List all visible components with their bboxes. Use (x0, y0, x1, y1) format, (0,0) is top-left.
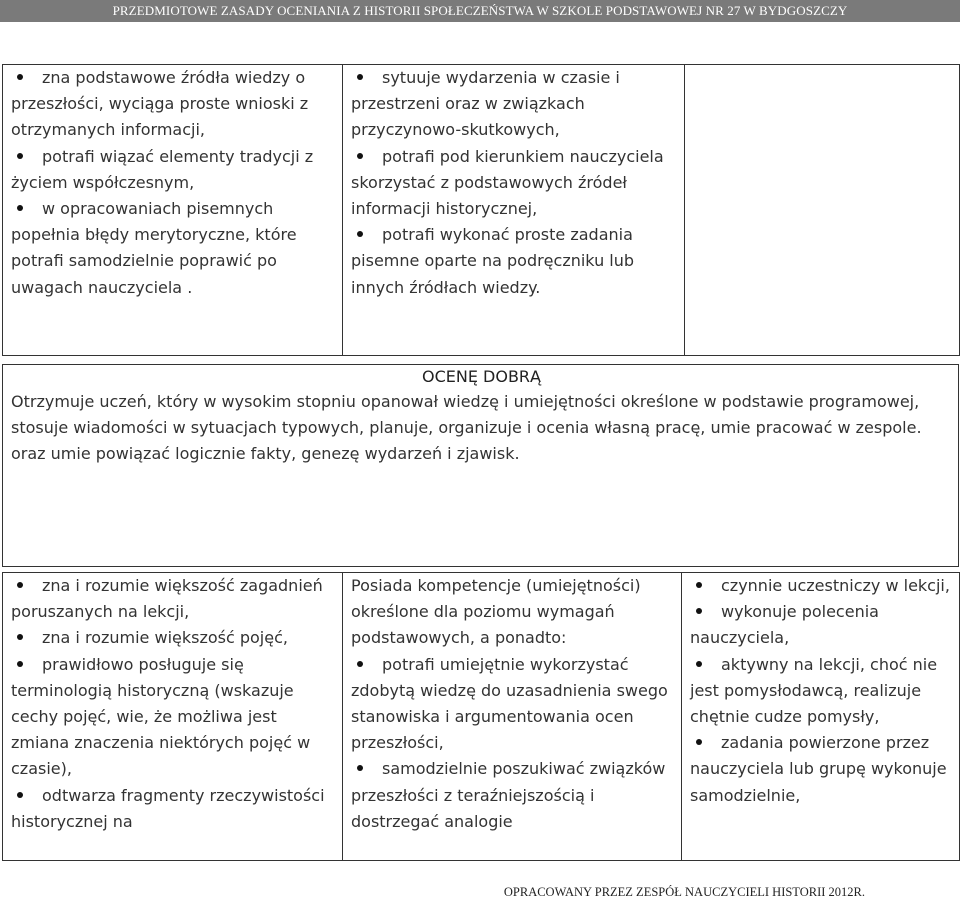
grade-description: Otrzymuje uczeń, który w wysokim stopniu opanował wiedzę i umiejętności określone w podstawie programowej, stosuje wiadomości w sytuacjach typowych, planuje, organizuje i ocenia własną pracę, umie pracować w zespole. oraz umie powiązać logicznie fakty, genezę wydarzeń i zjawisk. (11, 392, 922, 464)
list-bottom-col1 (11, 573, 336, 835)
list-item: zadania powierzone przez nauczyciela lub grupę wykonuje samodzielnie, (690, 733, 947, 805)
list-top-col2 (351, 65, 678, 301)
cell-bottom-col3 (682, 573, 960, 861)
bullet-icon (17, 634, 23, 640)
bullet-icon (357, 153, 363, 159)
cell-bottom-col1 (3, 573, 343, 861)
requirements-table-bottom (2, 572, 960, 861)
page-header: PRZEDMIOTOWE ZASADY OCENIANIA Z HISTORII SPOŁECZEŃSTWA W SZKOLE PODSTAWOWEJ NR 27 W BYDGOSZCZY (0, 0, 960, 22)
list-bottom-col3 (690, 573, 953, 809)
competence-intro: Posiada kompetencje (umiejętności) określone dla poziomu wymagań podstawowych, a ponadto: (351, 576, 641, 648)
bullet-icon (17, 74, 23, 80)
page-footer: OPRACOWANY PRZEZ ZESPÓŁ NAUCZYCIELI HISTORII 2012R. (503, 885, 865, 899)
bullet-icon (17, 661, 23, 667)
requirements-table-top (2, 64, 960, 356)
list-top-col1 (11, 65, 336, 301)
bullet-icon (17, 205, 23, 211)
bullet-icon (357, 765, 363, 771)
cell-bottom-col2 (343, 573, 682, 861)
bullet-icon (696, 582, 702, 588)
list-item: aktywny na lekcji, choć nie jest pomysłodawcą, realizuje chętnie cudze pomysły, (690, 654, 938, 727)
bullet-icon (17, 582, 23, 588)
list-item: wykonuje polecenia nauczyciela, (690, 602, 879, 648)
cell-top-col2 (343, 65, 685, 356)
bullet-icon (357, 74, 363, 80)
bullet-icon (696, 661, 702, 667)
list-item: sytuuje wydarzenia w czasie i przestrzeni oraz w związkach przyczynowo-skutkowych, (351, 68, 620, 140)
list-item: potrafi wiązać elementy tradycji z życiem współczesnym, (11, 146, 314, 192)
list-item: potrafi wykonać proste zadania pisemne oparte na podręczniku lub innych źródłach wiedzy. (351, 225, 635, 297)
bullet-icon (357, 661, 363, 667)
bullet-icon (357, 231, 363, 237)
list-item: odtwarza fragmenty rzeczywistości historycznej na (11, 785, 325, 831)
list-item: czynnie uczestniczy w lekcji, (690, 573, 953, 599)
cell-top-col1 (3, 65, 343, 356)
list-item: potrafi pod kierunkiem nauczyciela skorzystać z podstawowych źródeł informacji historycznej, (351, 146, 664, 219)
list-item: samodzielnie poszukiwać związków przeszłości z teraźniejszością i dostrzegać analogie (351, 759, 666, 831)
grade-description-box (2, 364, 959, 567)
bullet-icon (696, 739, 702, 745)
bullet-icon (17, 153, 23, 159)
grade-title: OCENĘ DOBRĄ (422, 367, 541, 386)
list-item: zna i rozumie większość zagadnień poruszanych na lekcji, (11, 576, 323, 622)
grade-description-cell (3, 365, 959, 567)
list-item: prawidłowo posługuje się terminologią historyczną (wskazuje cechy pojęć, wie, że możliwa jest zmiana znaczenia niektórych pojęć w czasie), (11, 654, 311, 779)
cell-top-col3 (685, 65, 960, 356)
bullet-icon (17, 792, 23, 798)
list-bottom-col2 (351, 652, 675, 835)
list-item: potrafi umiejętnie wykorzystać zdobytą wiedzę do uzasadnienia swego stanowiska i argumentowania ocen przeszłości, (351, 654, 668, 753)
list-item: zna i rozumie większość pojęć, (11, 625, 336, 651)
list-item: w opracowaniach pisemnych popełnia błędy merytoryczne, które potrafi samodzielnie poprawić po uwagach nauczyciela . (11, 199, 297, 297)
bullet-icon (696, 608, 702, 614)
list-item: zna podstawowe źródła wiedzy o przeszłości, wyciąga proste wnioski z otrzymanych informacji, (11, 68, 309, 140)
